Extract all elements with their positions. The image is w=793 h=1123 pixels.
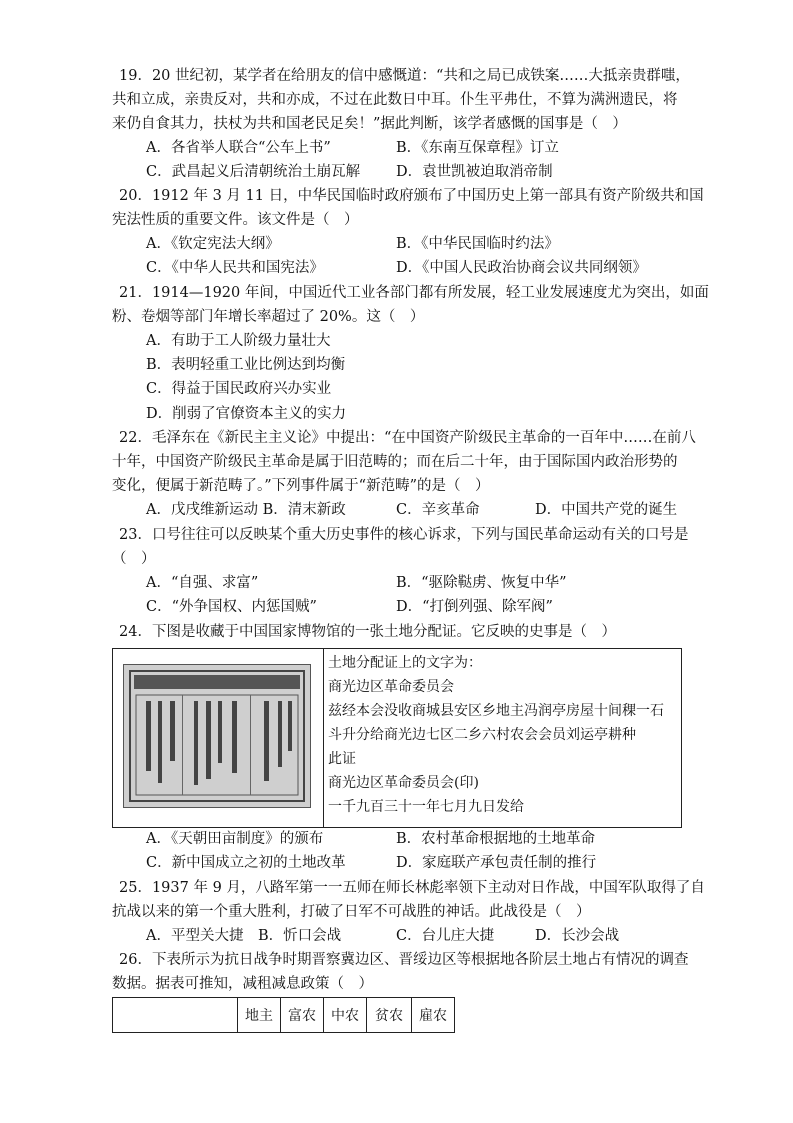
q21-option-c: C．得益于国民政府兴办实业	[146, 381, 332, 397]
q20-option-d: D．《中国人民政治协商会议共同纲领》	[396, 260, 647, 276]
q19-option-d: D．袁世凯被迫取消帝制	[396, 164, 553, 180]
figure-divider	[323, 649, 324, 827]
q22-option-d: D．中国共产党的诞生	[535, 502, 678, 518]
q24-option-c: C．新中国成立之初的土地改革	[146, 855, 346, 871]
table-header-rich-peasant: 富农	[281, 998, 324, 1033]
q25-line-1: 25．1937 年 9 月，八路军第一一五师在师长林彪率领下主动对日作战，中国军队取得了自	[119, 880, 705, 896]
certificate-text-line-3: 兹经本会没收商城县安区乡地主冯润亭房屋十间稞一石	[328, 703, 664, 719]
certificate-text-line-7: 一千九百三十一年七月九日发给	[328, 799, 524, 815]
q20-option-b: B．《中华民国临时约法》	[396, 236, 559, 252]
q21-option-d: D．削弱了官僚资本主义的实力	[146, 406, 347, 422]
q21-line-1: 21．1914—1920 年间，中国近代工业各部门都有所发展，轻工业发展速度尤为突出，如面	[119, 285, 709, 301]
q21-line-2: 粉、卷烟等部门年增长率超过了 20%。这（ ）	[112, 309, 425, 325]
q25-line-2: 抗战以来的第一个重大胜利，打破了日军不可战胜的神话。此战役是（ ）	[112, 904, 591, 920]
q23-line-2: （ ）	[112, 551, 156, 567]
q22-option-c: C．辛亥革命	[396, 502, 480, 518]
q20-option-c: C．《中华人民共和国宪法》	[146, 260, 324, 276]
q24-option-a: A．《天朝田亩制度》的颁布	[146, 831, 324, 847]
certificate-text-line-1: 土地分配证上的文字为：	[328, 655, 482, 671]
q24-line-1: 24．下图是收藏于中国国家博物馆的一张土地分配证。它反映的史事是（ ）	[119, 624, 616, 640]
table-header-hired-peasant: 雇农	[412, 998, 455, 1033]
q23-option-a: A．“自强、求富”	[146, 575, 259, 591]
q23-option-c: C．“外争国权、内惩国贼”	[146, 599, 317, 615]
q22-line-3: 变化，便属于新范畴了。”下列事件属于“新范畴”的是（ ）	[112, 478, 490, 494]
q19-option-c: C．武昌起义后清朝统治土崩瓦解	[146, 164, 361, 180]
table-header-row	[113, 998, 455, 1033]
q20-option-a: A．《钦定宪法大纲》	[146, 236, 280, 252]
q26-line-2: 数据。据表可推知，减租减息政策（ ）	[112, 976, 373, 992]
certificate-text-line-5: 此证	[328, 751, 356, 767]
q20-line-2: 宪法性质的重要文件。该文件是（ ）	[112, 212, 359, 228]
q25-option-d: D．长沙会战	[535, 928, 620, 944]
q19-line-3: 来仍自食其力，扶杖为共和国老民足矣！”据此判断，该学者感慨的国事是（ ）	[112, 116, 627, 132]
land-certificate-image	[123, 664, 311, 808]
q25-option-c: C．台儿庄大捷	[396, 928, 495, 944]
q24-figure-box	[112, 648, 682, 828]
q19-line-1: 19．20 世纪初，某学者在给朋友的信中感慨道：“共和之局已成铁案……大抵亲贵群嗤，	[119, 68, 690, 84]
certificate-text-line-4: 斗升分给商光边七区二乡六村农会会员刘运亭耕种	[328, 727, 636, 743]
table-header-middle-peasant: 中农	[324, 998, 367, 1033]
q22-line-1: 22．毛泽东在《新民主主义论》中提出：“在中国资产阶级民主革命的一百年中……在前八	[119, 430, 696, 446]
q19-option-a: A．各省举人联合“公车上书”	[146, 140, 331, 156]
q21-option-b: B．表明轻重工业比例达到均衡	[146, 357, 346, 373]
q26-land-table	[112, 997, 455, 1033]
q26-line-1: 26．下表所示为抗日战争时期晋察冀边区、晋绥边区等根据地各阶层土地占有情况的调查	[119, 952, 689, 968]
q23-option-d: D．“打倒列强、除军阀”	[396, 599, 553, 615]
table-header-blank	[113, 998, 238, 1033]
q21-option-a: A．有助于工人阶级力量壮大	[146, 333, 331, 349]
table-header-poor-peasant: 贫农	[367, 998, 412, 1033]
land-certificate-drawing	[124, 665, 310, 807]
q25-option-a: A．平型关大捷	[146, 928, 244, 944]
q20-line-1: 20．1912 年 3 月 11 日，中华民国临时政府颁布了中国历史上第一部具有资产阶级共和国	[119, 188, 704, 204]
q22-line-2: 十年，中国资产阶级民主革命是属于旧范畴的；而在后二十年，由于国际国内政治形势的	[112, 454, 678, 470]
q19-option-b: B．《东南互保章程》订立	[396, 140, 559, 156]
table-header-landlord: 地主	[238, 998, 281, 1033]
q19-line-2: 共和立成，亲贵反对，共和亦成，不过在此数日中耳。仆生平弗仕，不算为满洲遗民，将	[112, 92, 678, 108]
q22-option-ab: A．戊戌维新运动 B．清末新政	[146, 502, 346, 518]
q23-option-b: B．“驱除鞑虏、恢复中华”	[396, 575, 567, 591]
certificate-text-line-6: 商光边区革命委员会(印)	[328, 775, 479, 791]
q24-option-b: B．农村革命根据地的土地革命	[396, 831, 596, 847]
certificate-text-line-2: 商光边区革命委员会	[328, 679, 454, 695]
q24-option-d: D．家庭联产承包责任制的推行	[396, 855, 597, 871]
q23-line-1: 23．口号往往可以反映某个重大历史事件的核心诉求，下列与国民革命运动有关的口号是	[119, 527, 689, 543]
q25-option-b: B．忻口会战	[258, 928, 342, 944]
